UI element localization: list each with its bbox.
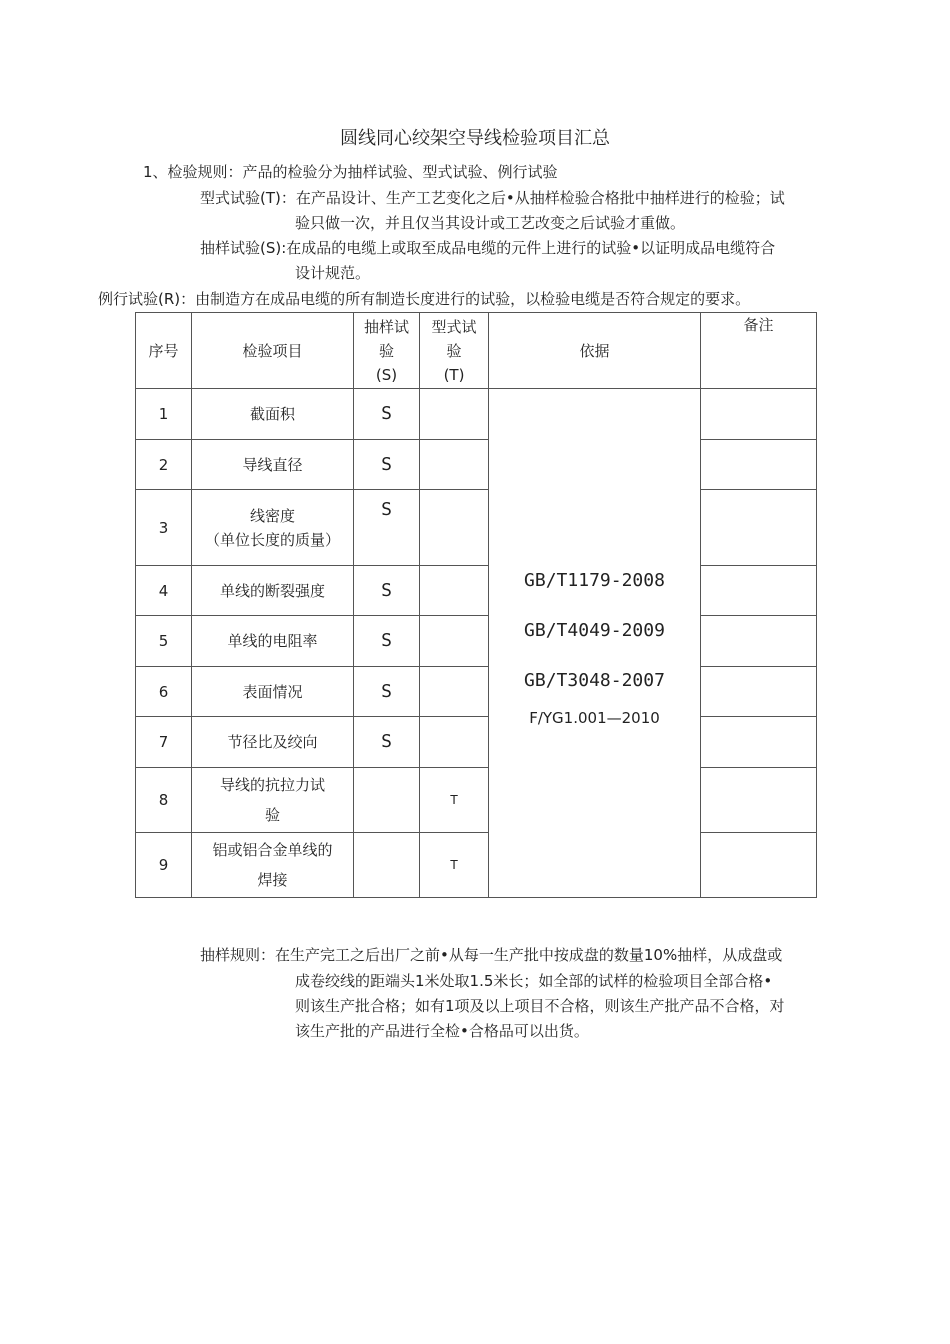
row-remark (701, 566, 817, 616)
row-sample-mark (354, 833, 420, 898)
table-row (136, 667, 817, 717)
row-no: 3 (136, 490, 192, 566)
row-type-mark: T (420, 833, 489, 898)
row-sample-mark: S (354, 616, 420, 667)
row-type-mark (420, 490, 489, 566)
row-sample-mark: S (354, 490, 420, 566)
rules-heading: 1、检验规则：产品的检验分为抽样试验、型式试验、例行试验 (143, 163, 558, 181)
row-item-line-1: 铝或铝合金单线的 (212, 841, 333, 859)
row-no: 7 (136, 717, 192, 768)
header-sample-line-2: 验 (378, 341, 394, 360)
row-type-mark (420, 566, 489, 616)
row-no: 5 (136, 616, 192, 667)
table-row (136, 389, 817, 440)
row-no: 9 (136, 833, 192, 898)
table-row (136, 717, 817, 768)
row-item (192, 768, 354, 833)
row-sample-mark: S (354, 440, 420, 490)
standard-gb-t1179: GB/T1179-2008 (524, 570, 665, 591)
row-remark (701, 833, 817, 898)
row-sample-mark: S (354, 717, 420, 768)
row-remark (701, 389, 817, 440)
type-test-line-2: 验只做一次，并且仅当其设计或工艺改变之后试验才重做。 (295, 214, 686, 232)
header-type-line-1: 型式试 (431, 317, 477, 336)
row-item-line-2: 焊接 (257, 871, 288, 889)
row-type-mark (420, 440, 489, 490)
row-remark (701, 768, 817, 833)
sampling-rule-line-3: 则该生产批合格；如有1项及以上项目不合格，则该生产批产品不合格，对 (295, 997, 785, 1015)
row-remark (701, 490, 817, 566)
sampling-rule-line-4: 该生产批的产品进行全检•合格品可以出货。 (295, 1022, 589, 1040)
row-item-line-2: （单位长度的质量） (204, 530, 340, 549)
row-no: 4 (136, 566, 192, 616)
table-row (136, 566, 817, 616)
row-sample-mark: S (354, 389, 420, 440)
header-sample-test (354, 313, 420, 389)
row-remark (701, 440, 817, 490)
row-remark (701, 667, 817, 717)
row-no: 2 (136, 440, 192, 490)
header-sample-line-3: (S) (375, 365, 398, 384)
header-remark: 备注 (701, 313, 817, 389)
table-row (136, 490, 817, 566)
row-remark (701, 616, 817, 667)
header-row (136, 313, 817, 389)
basis-standards-cell (489, 389, 701, 898)
row-item-line-1: 线密度 (249, 506, 295, 525)
row-type-mark (420, 717, 489, 768)
row-item-line-2: 验 (264, 806, 280, 824)
standard-f-yg1: F/YG1.001—2010 (529, 709, 660, 727)
row-item: 表面情况 (192, 667, 354, 717)
header-item: 检验项目 (192, 313, 354, 389)
row-type-mark (420, 616, 489, 667)
row-item (192, 490, 354, 566)
header-basis: 依据 (489, 313, 701, 389)
row-type-mark (420, 389, 489, 440)
table-row (136, 833, 817, 898)
row-item: 导线直径 (192, 440, 354, 490)
row-type-mark: T (420, 768, 489, 833)
row-sample-mark: S (354, 566, 420, 616)
row-no: 6 (136, 667, 192, 717)
row-item: 单线的断裂强度 (192, 566, 354, 616)
header-sample-line-1: 抽样试 (363, 317, 409, 336)
type-test-line-1: 型式试验(T)：在产品设计、生产工艺变化之后•从抽样检验合格批中抽样进行的检验；试 (200, 189, 785, 207)
table-row (136, 768, 817, 833)
page-title: 圆线同心绞架空导线检验项目汇总 (340, 128, 610, 149)
header-type-test (420, 313, 489, 389)
row-sample-mark: S (354, 667, 420, 717)
standard-gb-t3048: GB/T3048-2007 (524, 670, 665, 691)
header-type-line-3: (T) (443, 365, 465, 384)
header-no: 序号 (136, 313, 192, 389)
row-no: 1 (136, 389, 192, 440)
row-item-line-1: 导线的抗拉力试 (219, 776, 325, 794)
row-sample-mark (354, 768, 420, 833)
inspection-table (135, 312, 817, 898)
sampling-rule-line-1: 抽样规则：在生产完工之后出厂之前•从每一生产批中按成盘的数量10%抽样，从成盘或 (200, 946, 783, 964)
sample-test-line-2: 设计规范。 (295, 264, 371, 282)
header-type-line-2: 验 (446, 341, 462, 360)
row-remark (701, 717, 817, 768)
row-item: 截面积 (192, 389, 354, 440)
standard-gb-t4049: GB/T4049-2009 (524, 620, 665, 641)
sample-test-line-1: 抽样试验(S):在成品的电缆上或取至成品电缆的元件上进行的试验•以证明成品电缆符合 (200, 239, 776, 257)
row-item: 单线的电阻率 (192, 616, 354, 667)
row-item (192, 833, 354, 898)
routine-test-line: 例行试验(R)：由制造方在成品电缆的所有制造长度进行的试验，以检验电缆是否符合规定的要求。 (98, 290, 751, 308)
sampling-rule-line-2: 成卷绞线的距端头1米处取1.5米长；如全部的试样的检验项目全部合格• (295, 972, 773, 990)
table-row (136, 440, 817, 490)
row-type-mark (420, 667, 489, 717)
table-row (136, 616, 817, 667)
row-item: 节径比及绞向 (192, 717, 354, 768)
row-no: 8 (136, 768, 192, 833)
